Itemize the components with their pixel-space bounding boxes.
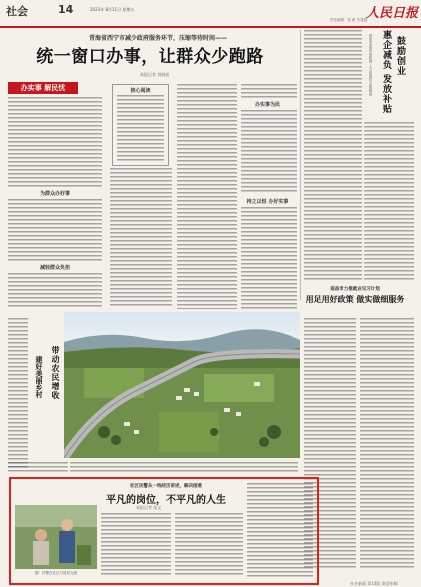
photo-side-text xyxy=(8,318,28,468)
page-header xyxy=(0,0,421,28)
lower-left-text xyxy=(8,462,68,472)
feature-kicker: 社区民警从一线经历讲述，解决困难 xyxy=(130,484,202,489)
feature-photo xyxy=(15,505,97,569)
masthead-logo: 人民日报 xyxy=(366,6,419,21)
lead-text-col-1b xyxy=(8,199,102,261)
issue-date: 2023年 8月11日 星期五 xyxy=(90,7,135,12)
mid-right-title: 用足用好政策 做实做细服务 xyxy=(305,294,405,304)
right-title-2: 鼓励创业 xyxy=(395,36,405,76)
subhead-2: 减轻群众负担 xyxy=(39,265,70,271)
mid-right-text-b xyxy=(360,318,414,568)
lead-byline: 本报记者 刘晓旭 xyxy=(140,72,170,77)
photo-title-2: 建好美丽乡村 xyxy=(35,356,44,398)
right-title-1: 惠企减负 发放补贴 xyxy=(381,30,391,115)
feature-headline: 平凡的岗位，不平凡的人生 xyxy=(106,495,226,506)
column-tag: 办实事 解民忧 xyxy=(8,82,78,94)
mid-right-kicker: 南昌市力推就业见习计划 xyxy=(330,287,380,292)
feature-text-2 xyxy=(175,513,243,577)
aerial-village-photo xyxy=(64,312,300,458)
page-number: 14 xyxy=(58,3,74,16)
feature-caption: 图：民警在社区与居民交流 xyxy=(35,571,77,575)
section-name: 社会 xyxy=(6,5,28,18)
feature-byline: 本报记者 张文 xyxy=(136,505,162,510)
lower-mid-text xyxy=(70,462,298,472)
right-text-a xyxy=(304,30,362,280)
lead-text-col-4a xyxy=(241,84,297,98)
lead-kicker: 青海省西宁市减少政府服务环节，压缩等待时间—— xyxy=(88,35,227,42)
editorial-text xyxy=(117,95,164,161)
column-divider xyxy=(300,30,301,300)
right-kicker: 国家发改委 财政部 人力资源社会保障部 xyxy=(369,34,373,96)
subhead-3: 办实事为民 xyxy=(254,102,280,108)
photo-title-1: 带动农民增收 xyxy=(51,346,61,400)
subhead-1: 为群众办好事 xyxy=(39,191,70,197)
feature-text-3 xyxy=(247,483,313,577)
lead-text-col-1c xyxy=(8,273,102,309)
lead-text-col-4b xyxy=(241,110,297,194)
editor-line: 责任编辑：张 帆 朱建国 xyxy=(330,18,368,22)
boxed-feature xyxy=(9,477,319,585)
lead-text-col-2 xyxy=(110,168,172,308)
lead-text-col-3 xyxy=(177,84,237,309)
feature-text-1 xyxy=(101,513,171,577)
page-footer: 社会新闻 第14版 欢迎来稿 xyxy=(350,581,398,586)
editorial-title: 核心阅读 xyxy=(130,88,151,94)
lead-text-col-4c xyxy=(241,207,297,309)
right-text-b xyxy=(364,122,414,280)
subhead-4: 持之以恒 办好实事 xyxy=(246,199,289,205)
editorial-box xyxy=(112,84,169,166)
lead-text-col-1a xyxy=(8,97,102,187)
lead-headline: 统一窗口办事，让群众少跑路 xyxy=(36,47,264,67)
